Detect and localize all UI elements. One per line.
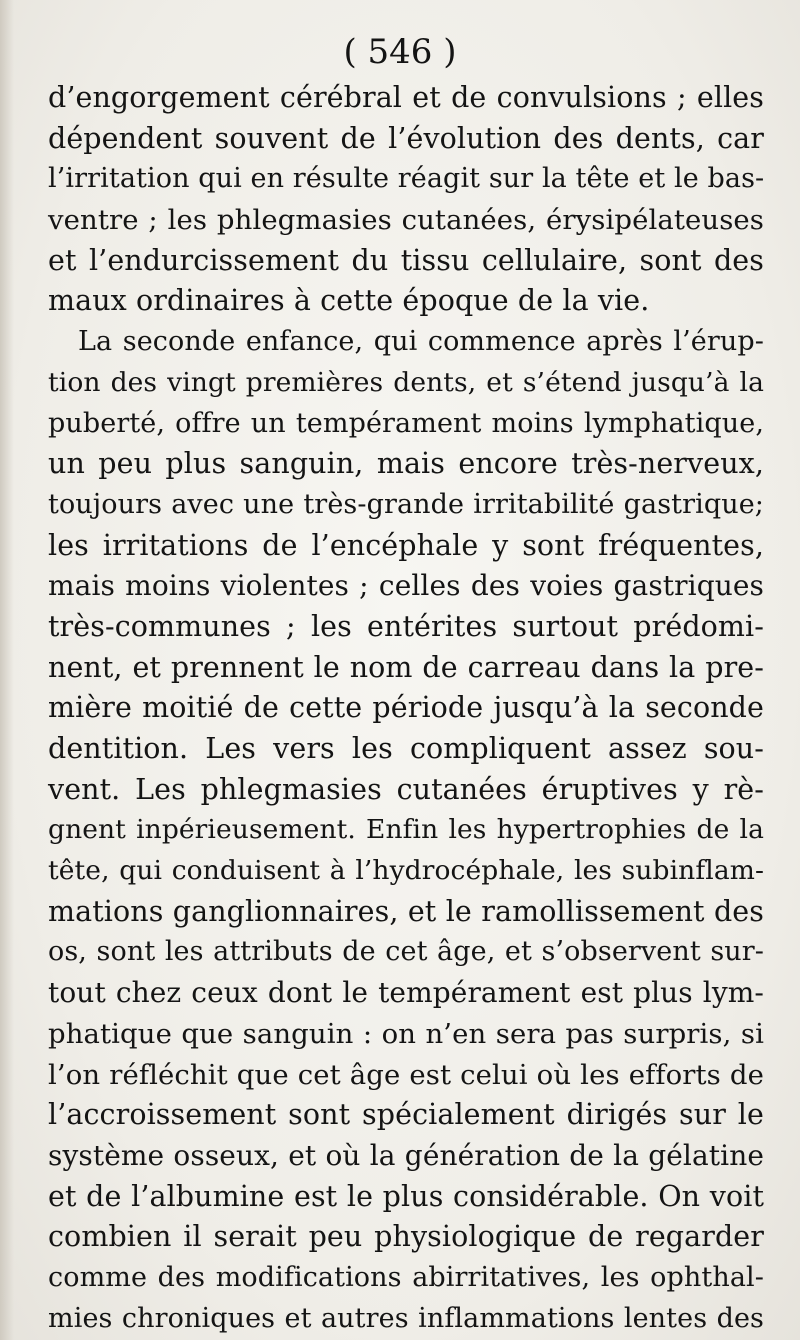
text-line: dépendent souvent de l’évolution des dents, car <box>48 121 764 155</box>
text-line: La seconde enfance, qui commence après l’érup- <box>78 326 764 358</box>
text-line: un peu plus sanguin, mais encore très-nerveux, <box>48 447 764 481</box>
text-line: mations ganglionnaires, et le ramollissement des <box>48 894 764 928</box>
text-line: tête, qui conduisent à l’hydrocéphale, les subinflam- <box>48 855 764 887</box>
text-line: mière moitié de cette période jusqu’à la seconde <box>48 691 764 725</box>
text-line: comme des modifications abirritatives, les ophthal- <box>48 1261 764 1293</box>
text-line: phatique que sanguin : on n’en sera pas surpris, si <box>48 1017 764 1050</box>
text-line: nent, et prennent le nom de carreau dans la pre- <box>48 650 764 684</box>
text-line: ventre ; les phlegmasies cutanées, érysipélateuses <box>48 204 764 237</box>
text-line: mais moins violentes ; celles des voies gastriques <box>48 569 764 603</box>
text-line: les irritations de l’encéphale y sont fréquentes, <box>48 528 764 562</box>
text-line: combien il serait peu physiologique de regarder <box>48 1220 764 1254</box>
text-line: l’accroissement sont spécialement dirigés sur le <box>48 1098 764 1132</box>
text-line: mies chroniques et autres inflammations lentes des <box>48 1302 764 1334</box>
text-line: puberté, offre un tempérament moins lymphatique, <box>48 407 764 439</box>
page-edge-shadow <box>0 0 14 1340</box>
text-line: tion des vingt premières dents, et s’étend jusqu’à la <box>48 366 764 398</box>
text-line: toujours avec une très-grande irritabilité gastrique; <box>48 488 764 520</box>
text-line: et de l’albumine est le plus considérable. On voit <box>48 1179 764 1213</box>
text-line: dentition. Les vers les compliquent assez sou- <box>48 732 764 765</box>
page-number: ( 546 ) <box>343 32 457 72</box>
text-line: système osseux, et où la génération de la gélatine <box>48 1138 764 1172</box>
text-line: très-communes ; les entérites surtout prédomi- <box>48 609 764 643</box>
text-line: l’on réfléchit que cet âge est celui où les efforts de <box>48 1058 764 1091</box>
text-line: vent. Les phlegmasies cutanées éruptives y rè- <box>48 772 764 806</box>
text-line: tout chez ceux dont le tempérament est plus lym- <box>48 976 764 1010</box>
text-line: gnent inpérieusement. Enfin les hypertrophies de la <box>48 814 764 846</box>
text-line: os, sont les attributs de cet âge, et s’observent sur- <box>48 936 764 968</box>
text-line: et l’endurcissement du tissu cellulaire, sont des <box>48 243 764 277</box>
text-line: maux ordinaires à cette époque de la vie. <box>48 284 650 318</box>
text-line: d’engorgement cérébral et de convulsions ; elles <box>48 81 764 114</box>
body-text <box>48 78 764 1339</box>
text-line: l’irritation qui en résulte réagit sur la tête et le bas- <box>48 163 765 195</box>
